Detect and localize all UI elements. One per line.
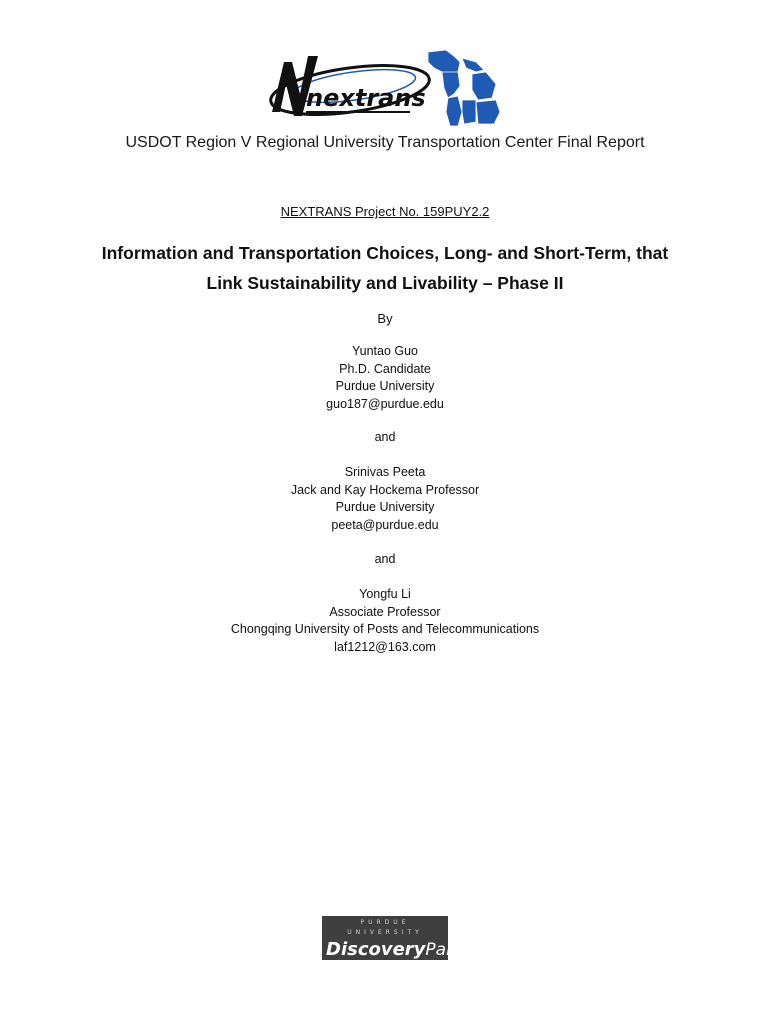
discovery-park-logo-wordmark xyxy=(322,938,463,962)
author-affiliation: Chongqing University of Posts and Telecommunications xyxy=(230,622,540,636)
author-email: guo187@purdue.edu xyxy=(326,396,444,411)
author-position: Jack and Kay Hockema Professor xyxy=(290,482,480,497)
author-email: laf1212@163.com xyxy=(334,639,436,654)
nextrans-logo-graphic xyxy=(262,42,512,134)
author-email: peeta@purdue.edu xyxy=(331,517,439,532)
discovery-park-logo xyxy=(322,916,463,960)
logo-word-park: Park xyxy=(425,940,463,960)
author-affiliation: Purdue University xyxy=(335,379,435,393)
logo-wordmark: nextrans xyxy=(306,84,426,112)
author-block xyxy=(0,586,770,656)
midwest-map-icon xyxy=(428,50,500,126)
report-series-line: USDOT Region V Regional University Transportation Center Final Report xyxy=(125,134,645,151)
author-affiliation: Purdue University xyxy=(335,500,435,514)
author-separator: and xyxy=(374,430,396,444)
logo-word-discovery: Discovery xyxy=(326,939,426,960)
author-position: Associate Professor xyxy=(329,604,441,619)
author-separator: and xyxy=(374,552,396,566)
nextrans-logo xyxy=(262,42,512,134)
discovery-park-logo-top: PURDUE UNIVERSITY xyxy=(347,919,423,936)
author-block xyxy=(0,343,770,413)
byline: By xyxy=(377,311,393,326)
author-position: Ph.D. Candidate xyxy=(339,361,431,376)
author-block xyxy=(0,464,770,534)
author-name: Yuntao Guo xyxy=(351,344,419,358)
report-title xyxy=(0,238,770,298)
author-name: Yongfu Li xyxy=(359,587,411,601)
title-line-2: Link Sustainability and Livability – Phase II xyxy=(206,273,564,293)
author-name: Srinivas Peeta xyxy=(344,465,426,479)
title-line-1: Information and Transportation Choices, Long- and Short-Term, that xyxy=(101,243,669,263)
project-number: NEXTRANS Project No. 159PUY2.2 xyxy=(280,204,490,219)
